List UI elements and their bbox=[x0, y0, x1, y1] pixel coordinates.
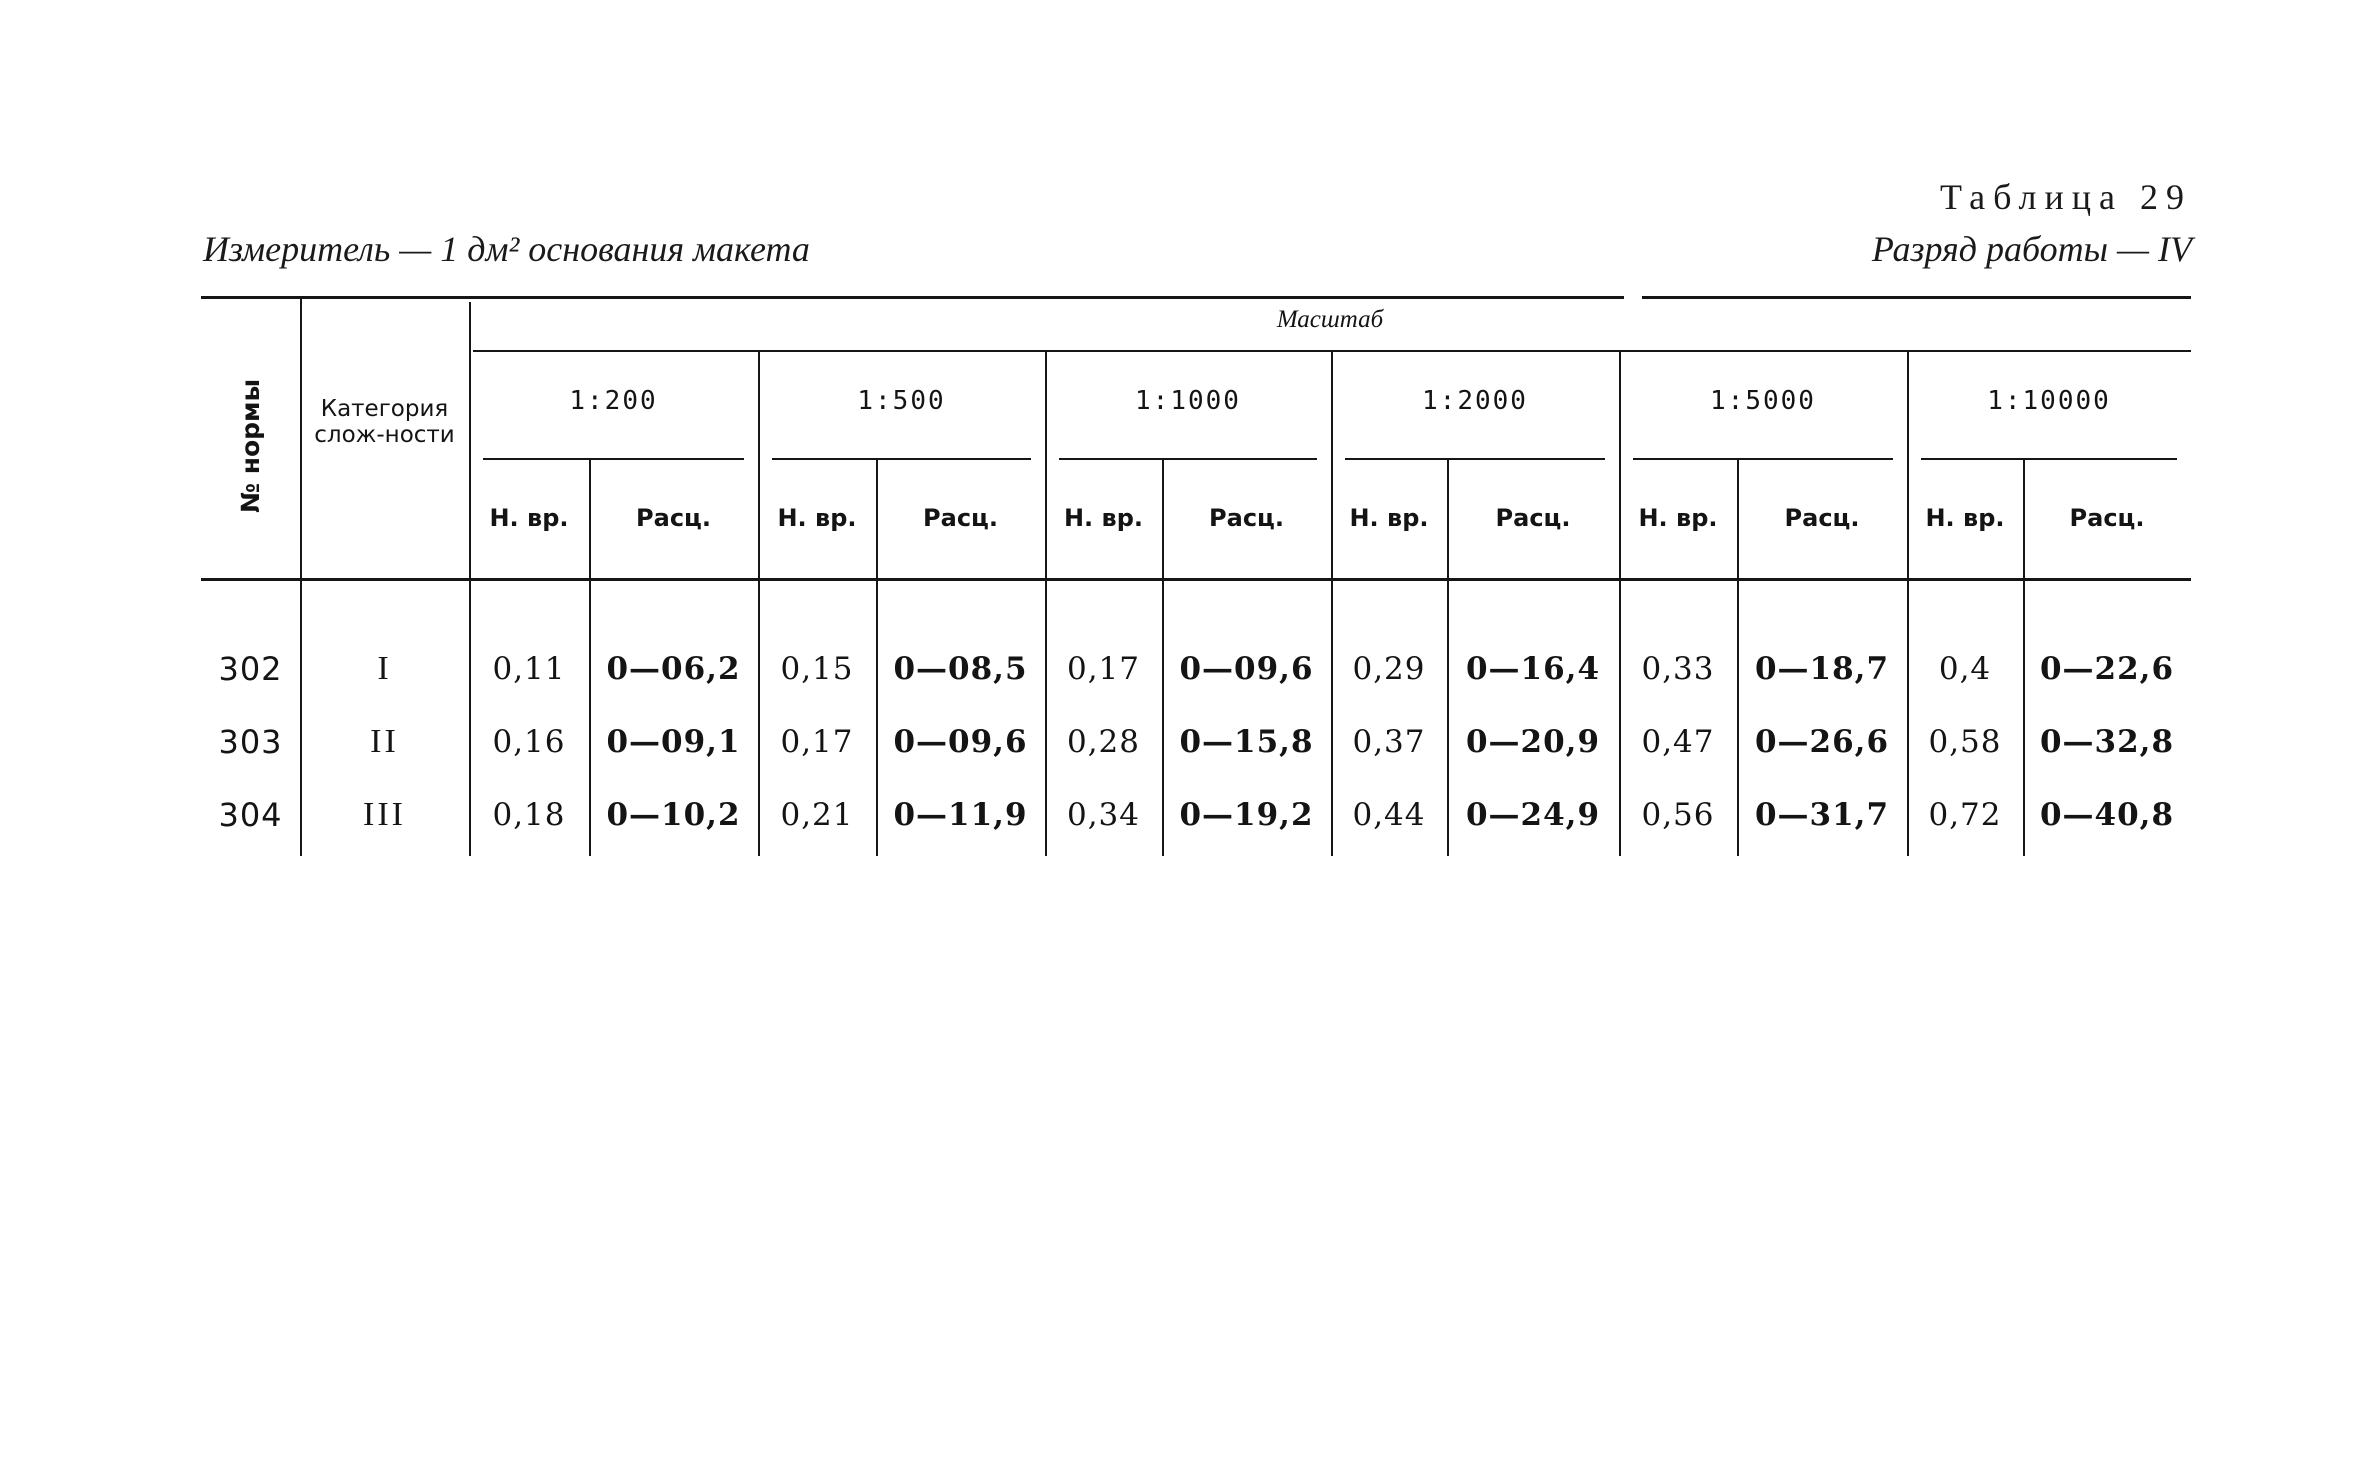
time-norm-cell: 0,33 bbox=[1641, 651, 1715, 687]
rate-cell: 0—16,4 bbox=[1465, 651, 1601, 687]
norm-number-cell: 304 bbox=[218, 796, 283, 834]
time-norm-cell: 0,21 bbox=[780, 797, 854, 833]
rate-header: Расц. bbox=[2069, 504, 2145, 532]
category-cell: II bbox=[370, 723, 399, 760]
rate-cell: 0—18,7 bbox=[1754, 651, 1890, 687]
scale-label: 1:5000 bbox=[1710, 386, 1816, 416]
rate-header: Расц. bbox=[923, 504, 998, 532]
time-norm-cell: 0,11 bbox=[492, 651, 566, 687]
rate-cell: 0—11,9 bbox=[893, 797, 1028, 833]
time-norm-header: Н. вр. bbox=[1925, 504, 2005, 532]
time-norm-header: Н. вр. bbox=[489, 504, 569, 532]
rate-cell: 0—19,2 bbox=[1179, 797, 1314, 833]
time-norm-header: Н. вр. bbox=[1063, 504, 1144, 532]
category-cell: III bbox=[363, 796, 406, 833]
time-norm-cell: 0,37 bbox=[1352, 724, 1426, 760]
rate-cell: 0—40,8 bbox=[2039, 797, 2175, 833]
time-norm-cell: 0,15 bbox=[780, 651, 854, 687]
rate-cell: 0—09,1 bbox=[606, 724, 741, 760]
rate-cell: 0—20,9 bbox=[1465, 724, 1601, 760]
time-norm-header: Н. вр. bbox=[777, 504, 857, 532]
rate-cell: 0—32,8 bbox=[2039, 724, 2175, 760]
scale-label: 1:200 bbox=[569, 386, 658, 416]
rate-cell: 0—26,6 bbox=[1754, 724, 1890, 760]
scale-label: 1:500 bbox=[857, 386, 946, 416]
rate-header: Расц. bbox=[1209, 504, 1284, 532]
norm-number-cell: 302 bbox=[218, 650, 283, 688]
time-norm-cell: 0,56 bbox=[1641, 797, 1715, 833]
time-norm-cell: 0,4 bbox=[1938, 651, 1992, 687]
rate-cell: 0—15,8 bbox=[1179, 724, 1314, 760]
rate-header: Расц. bbox=[636, 504, 711, 532]
time-norm-cell: 0,16 bbox=[492, 724, 566, 760]
norms-table bbox=[201, 296, 2191, 856]
table-number: Таблица 29 bbox=[1940, 177, 2192, 217]
rate-cell: 0—10,2 bbox=[606, 797, 741, 833]
time-norm-cell: 0,28 bbox=[1066, 724, 1141, 760]
rate-cell: 0—06,2 bbox=[606, 651, 741, 687]
time-norm-cell: 0,34 bbox=[1066, 797, 1141, 833]
rate-cell: 0—31,7 bbox=[1754, 797, 1890, 833]
category-cell: I bbox=[377, 650, 392, 687]
rate-cell: 0—09,6 bbox=[1179, 651, 1314, 687]
rate-cell: 0—24,9 bbox=[1465, 797, 1601, 833]
scale-header: Масштаб bbox=[1276, 306, 1384, 333]
time-norm-header: Н. вр. bbox=[1349, 504, 1429, 532]
rate-header: Расц. bbox=[1784, 504, 1860, 532]
time-norm-cell: 0,17 bbox=[1066, 651, 1141, 687]
scale-label: 1:10000 bbox=[1987, 386, 2111, 416]
time-norm-cell: 0,44 bbox=[1352, 797, 1426, 833]
norm-number-cell: 303 bbox=[218, 723, 283, 761]
column-divider bbox=[300, 296, 302, 856]
measure-unit: Измеритель — 1 дм² основания макета bbox=[203, 229, 810, 269]
norm-number-header: № нормы bbox=[236, 378, 265, 514]
category-header: Категория слож-ности bbox=[314, 396, 455, 448]
rate-cell: 0—08,5 bbox=[893, 651, 1028, 687]
time-norm-header: Н. вр. bbox=[1638, 504, 1718, 532]
rate-cell: 0—09,6 bbox=[893, 724, 1028, 760]
time-norm-cell: 0,72 bbox=[1928, 797, 2002, 833]
time-norm-cell: 0,29 bbox=[1352, 651, 1426, 687]
time-norm-cell: 0,47 bbox=[1641, 724, 1715, 760]
rate-header: Расц. bbox=[1495, 504, 1571, 532]
work-grade: Разряд работы — IV bbox=[1871, 229, 2192, 269]
header-bottom-rule bbox=[201, 578, 2191, 581]
time-norm-cell: 0,18 bbox=[492, 797, 566, 833]
scale-label: 1:2000 bbox=[1422, 386, 1528, 416]
scale-label: 1:1000 bbox=[1135, 386, 1241, 416]
time-norm-cell: 0,58 bbox=[1928, 724, 2002, 760]
time-norm-cell: 0,17 bbox=[780, 724, 854, 760]
rate-cell: 0—22,6 bbox=[2039, 651, 2175, 687]
